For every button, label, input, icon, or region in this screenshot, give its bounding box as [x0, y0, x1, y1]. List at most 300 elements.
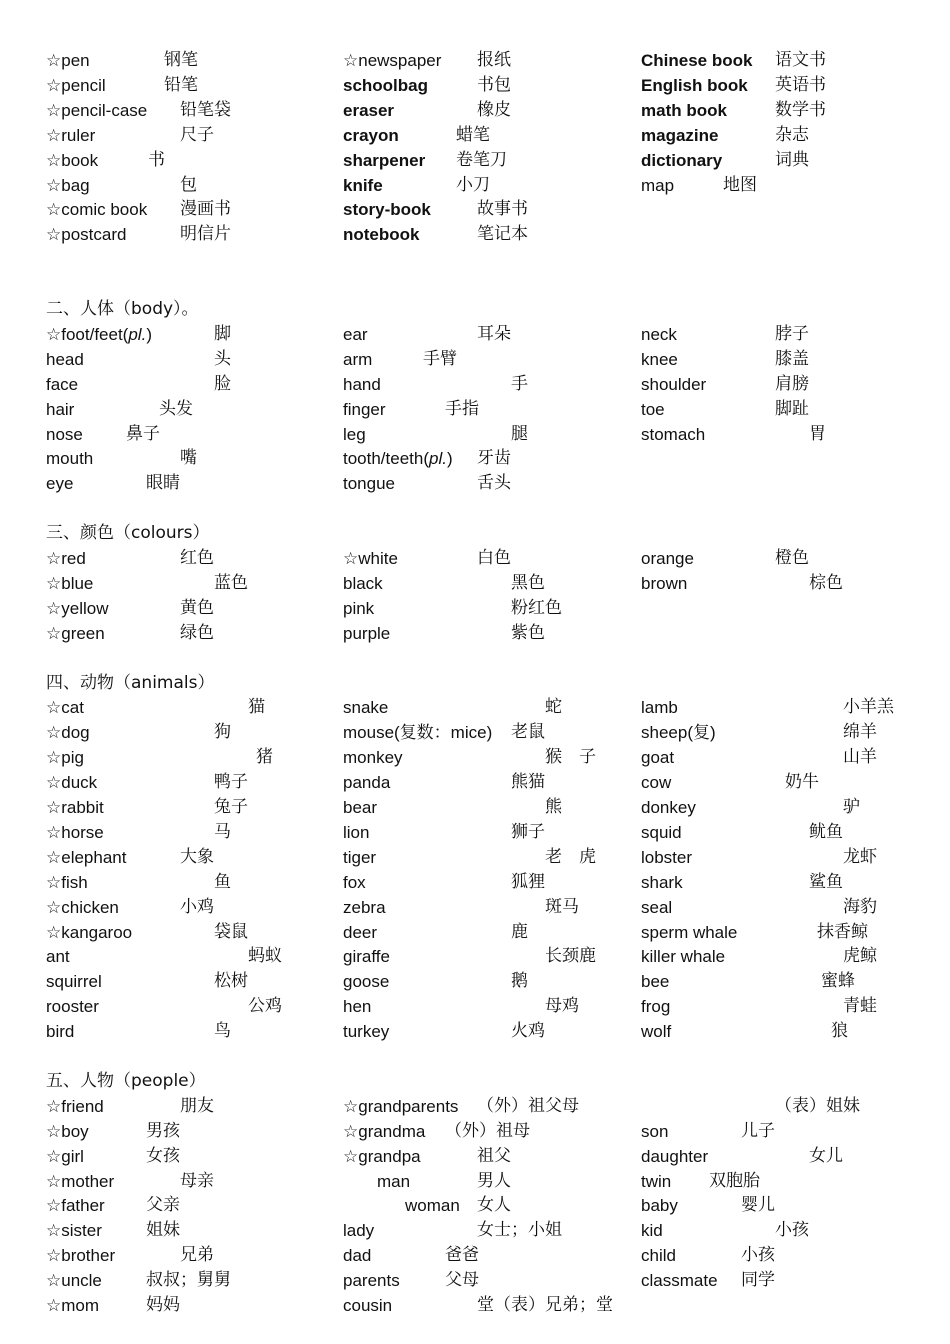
vocab-english: [641, 1243, 676, 1268]
vocab-chinese: 老鼠: [511, 722, 545, 743]
vocab-english-text: face: [46, 374, 79, 394]
vocab-chinese: 母鸡: [545, 996, 579, 1017]
vocab-english-text: ☆ruler: [46, 125, 96, 145]
vocab-english-text: ☆chicken: [46, 897, 119, 917]
vocab-english: [641, 173, 674, 198]
vocab-chinese: （表）姐妹: [775, 1095, 860, 1116]
vocab-english: [46, 1169, 114, 1194]
vocab-chinese: 书: [148, 149, 165, 170]
vocab-english: [343, 596, 374, 621]
vocab-english: [641, 1019, 671, 1044]
vocab-english: [641, 720, 716, 745]
vocab-chinese: 舌头: [477, 473, 511, 494]
vocab-chinese: 松树: [214, 971, 248, 992]
vocab-english: [343, 322, 368, 347]
vocab-chinese: 鱿鱼: [809, 821, 843, 842]
vocab-english: [46, 173, 90, 198]
vocab-english-text: sperm whale: [641, 922, 738, 942]
vocab-chinese: 棕色: [809, 572, 843, 593]
vocab-chinese: 脸: [214, 373, 231, 394]
vocab-english-text: hair: [46, 399, 75, 419]
vocab-chinese: 驴: [843, 797, 860, 817]
vocab-chinese: 女人: [477, 1195, 511, 1216]
vocab-english: [641, 73, 748, 98]
vocab-english: [641, 372, 706, 397]
vocab-english: [641, 994, 670, 1019]
vocab-english-text: bear: [343, 798, 378, 817]
vocab-english: [343, 397, 386, 422]
vocab-english-text: classmate: [641, 1271, 718, 1291]
vocab-english: [405, 1193, 460, 1218]
vocab-english-text: child: [641, 1246, 676, 1266]
vocab-english-text: panda: [343, 773, 391, 793]
vocab-english-text: ☆green: [46, 623, 105, 643]
vocab-english-text: zebra: [343, 897, 386, 917]
vocab-chinese: 长颈鹿: [545, 946, 596, 967]
vocab-chinese: 黄色: [180, 597, 214, 618]
vocab-chinese: 蛇: [545, 697, 562, 718]
vocab-chinese: 嘴: [180, 448, 197, 469]
vocab-english-text: Chinese book: [641, 51, 753, 70]
vocab-english-text: ☆book: [46, 150, 99, 170]
vocab-english: [641, 695, 678, 720]
vocab-english: [343, 73, 428, 98]
vocab-english-text: stomach: [641, 424, 706, 444]
vocab-chinese: 火鸡: [511, 1021, 545, 1042]
vocab-chinese: 书包: [477, 74, 511, 95]
vocab-english-text: knee: [641, 349, 678, 369]
vocab-english-text: cousin: [343, 1296, 393, 1315]
vocab-english: [343, 1293, 392, 1318]
vocab-english: [343, 920, 377, 945]
vocab-chinese: 婴儿: [741, 1195, 775, 1216]
vocab-english-suffix: ): [446, 449, 453, 469]
vocab-english-text: donkey: [641, 798, 696, 817]
vocab-chinese: 英语书: [775, 74, 826, 95]
vocab-english: [641, 1268, 718, 1293]
vocab-chinese: 父母: [445, 1270, 479, 1291]
vocab-english: [46, 1293, 99, 1318]
vocab-english-text: notebook: [343, 225, 420, 245]
vocab-chinese: 女士；小姐: [477, 1220, 562, 1241]
vocab-english-text: purple: [343, 623, 391, 643]
vocab-english-text: ☆elephant: [46, 847, 127, 867]
vocab-chinese: 叔叔；舅舅: [146, 1270, 231, 1291]
vocab-english: [343, 845, 376, 870]
vocab-english-text: nose: [46, 424, 83, 444]
vocab-chinese: 妈妈: [146, 1295, 180, 1315]
vocab-english: [46, 745, 84, 770]
vocab-english: [46, 1218, 102, 1243]
vocab-chinese: 狮子: [511, 821, 545, 842]
vocab-chinese: 绵羊: [843, 722, 877, 743]
vocab-chinese: 海豹: [843, 896, 877, 917]
vocab-english: [46, 1243, 115, 1268]
vocab-chinese: 熊猫: [511, 772, 545, 793]
vocab-english: [641, 845, 692, 870]
vocab-english: [641, 98, 727, 123]
vocab-english-text: son: [641, 1121, 669, 1141]
vocab-chinese: 卷笔刀: [456, 149, 507, 170]
vocab-english-text: ☆postcard: [46, 225, 127, 245]
vocab-chinese: 腿: [511, 423, 528, 444]
vocab-chinese: 儿子: [741, 1120, 775, 1141]
vocab-chinese: 爸爸: [445, 1245, 479, 1266]
vocab-english: [343, 1268, 400, 1293]
vocab-chinese: 猫: [248, 697, 265, 718]
vocab-english-text: ☆friend: [46, 1096, 104, 1116]
vocab-english-text: hand: [343, 374, 381, 394]
vocab-english: [641, 944, 725, 969]
vocab-english-text: tiger: [343, 847, 377, 867]
vocab-chinese: 熊: [545, 797, 562, 817]
vocab-chinese: 同学: [741, 1270, 775, 1291]
vocab-english: [343, 372, 381, 397]
vocab-chinese: 故事书: [477, 199, 528, 220]
vocab-english: [343, 770, 390, 795]
vocab-english-text: seal: [641, 897, 673, 917]
vocab-chinese: 女孩: [146, 1145, 180, 1166]
vocab-english-text: shoulder: [641, 374, 707, 394]
vocab-chinese: 地图: [723, 174, 757, 195]
vocab-chinese: 蜜蜂: [821, 971, 855, 992]
vocab-english-text: lamb: [641, 698, 678, 718]
vocab-english-text: orange: [641, 549, 694, 568]
vocab-plural-mark: pl.: [128, 324, 147, 344]
vocab-chinese: 笔记本: [477, 224, 528, 245]
vocab-english: [343, 695, 388, 720]
vocab-chinese: 鱼: [214, 871, 231, 892]
vocab-english: [343, 870, 366, 895]
vocab-english-text: lady: [343, 1221, 375, 1241]
vocab-english-text: ☆newspaper: [343, 51, 442, 70]
vocab-english-text: ☆bag: [46, 175, 90, 195]
vocab-chinese: 大象: [180, 846, 214, 867]
vocab-english: [343, 123, 399, 148]
vocab-english-text: ☆mother: [46, 1171, 115, 1191]
vocab-chinese: 小鸡: [180, 896, 214, 917]
vocab-chinese: 小刀: [456, 174, 490, 195]
vocab-chinese: 蚂蚁: [248, 946, 282, 967]
vocab-english-text: brown: [641, 573, 688, 593]
vocab-english-text: hen: [343, 997, 372, 1017]
vocab-english-text: English book: [641, 75, 748, 95]
vocab-chinese: 猪: [256, 747, 273, 768]
vocab-english: [343, 745, 403, 770]
vocab-english: [641, 322, 677, 347]
vocab-english-text: fox: [343, 872, 366, 892]
section-heading-body: 二、人体（body）。: [46, 299, 199, 319]
vocab-english-text: goat: [641, 748, 675, 768]
vocab-english: [46, 596, 108, 621]
vocab-english-text: woman: [405, 1196, 460, 1216]
vocab-english: [46, 621, 105, 646]
vocab-english: [641, 920, 737, 945]
vocab-english: [641, 48, 752, 73]
vocab-plural-mark: pl.: [429, 449, 447, 469]
vocab-english-suffix: ): [146, 324, 152, 344]
vocab-chinese: 牙齿: [477, 448, 511, 469]
vocab-english: [343, 820, 369, 845]
vocab-english-text: pink: [343, 598, 375, 618]
vocab-english: [343, 1144, 421, 1169]
vocab-english: [343, 720, 492, 745]
vocab-english-text: ☆pig: [46, 748, 84, 768]
vocab-english-text: bird: [46, 1022, 75, 1042]
vocab-chinese: 肩膀: [775, 373, 809, 394]
vocab-english-text: ☆grandma: [343, 1121, 426, 1141]
vocab-chinese: 粉红色: [511, 597, 562, 618]
vocab-english-text: ☆sister: [46, 1221, 102, 1241]
vocab-english-text: math book: [641, 100, 727, 120]
vocab-english-text: ☆horse: [46, 822, 104, 842]
vocab-english: [46, 1119, 89, 1144]
vocab-english: [641, 1218, 663, 1243]
vocab-english-text: magazine: [641, 125, 719, 145]
vocab-chinese: 数学书: [775, 99, 826, 120]
vocab-chinese: 蓝色: [214, 572, 248, 593]
vocab-english: [46, 446, 93, 471]
vocab-english-text: mouth: [46, 449, 94, 469]
section-heading-colours: 三、颜色（colours）: [46, 523, 210, 544]
vocab-chinese: 狐狸: [511, 871, 545, 892]
vocab-chinese: 母亲: [180, 1170, 214, 1191]
vocab-english-text: tongue: [343, 474, 395, 494]
vocab-english: [343, 795, 377, 820]
vocab-english-text: monkey: [343, 748, 403, 768]
vocab-chinese: 姐妹: [146, 1220, 180, 1241]
vocab-english: [641, 148, 722, 173]
vocab-english: [641, 795, 696, 820]
vocab-english-text: giraffe: [343, 947, 390, 967]
vocab-chinese: 小孩: [741, 1245, 775, 1266]
vocab-chinese: 老 虎: [545, 846, 596, 867]
vocab-chinese: 奶牛: [785, 772, 819, 793]
vocab-english-text: ☆pencil-case: [46, 100, 148, 120]
vocab-english: [46, 994, 99, 1019]
vocab-chinese: 橡皮: [477, 99, 511, 120]
vocab-english-text: crayon: [343, 125, 399, 145]
vocab-english-text: cow: [641, 773, 672, 793]
vocab-chinese: 小孩: [775, 1220, 809, 1241]
vocab-english: [46, 322, 152, 347]
vocab-english: [343, 1094, 458, 1119]
vocab-english-text: ☆grandpa: [343, 1146, 421, 1166]
vocab-chinese: 抹香鲸: [817, 921, 868, 942]
vocab-english-text: sheep(复): [641, 723, 716, 743]
vocab-english-text: ☆dog: [46, 723, 90, 743]
vocab-english: [46, 372, 78, 397]
vocab-chinese: （外）祖父母: [477, 1095, 579, 1116]
vocab-english-text: ☆boy: [46, 1121, 89, 1141]
vocab-english-text: black: [343, 573, 383, 593]
vocab-english-text: ☆pencil: [46, 75, 106, 95]
vocab-english: [46, 944, 70, 969]
vocab-english: [343, 422, 366, 447]
vocab-english-text: knife: [343, 175, 383, 195]
vocab-english-text: dictionary: [641, 150, 723, 170]
vocab-english: [641, 1169, 671, 1194]
vocab-english: [46, 397, 74, 422]
vocab-chinese: 报纸: [477, 50, 511, 70]
vocab-chinese: 铅笔袋: [180, 99, 231, 120]
vocab-chinese: 眼睛: [146, 473, 180, 494]
vocab-english-text: ☆rabbit: [46, 798, 104, 817]
vocab-english: [46, 222, 126, 247]
vocab-english-text: story-book: [343, 200, 431, 220]
vocab-english-text: squid: [641, 822, 682, 842]
vocab-english: [46, 471, 73, 496]
vocab-chinese: 鼻子: [126, 423, 160, 444]
vocab-english-text: sharpener: [343, 150, 426, 170]
vocab-english-text: ☆comic book: [46, 200, 148, 220]
vocab-english: [641, 123, 718, 148]
vocab-chinese: 白色: [477, 548, 511, 568]
vocab-english: [641, 422, 705, 447]
vocab-chinese: 耳朵: [477, 323, 511, 344]
vocab-english: [641, 745, 674, 770]
vocab-english: [46, 820, 104, 845]
vocab-chinese: 鸭子: [214, 772, 248, 793]
vocab-english-text: ☆yellow: [46, 598, 109, 618]
vocab-chinese: 钢笔: [164, 50, 198, 70]
vocab-english: [641, 1119, 668, 1144]
vocab-english: [641, 546, 694, 571]
vocab-chinese: 青蛙: [843, 996, 877, 1017]
vocab-english: [343, 347, 372, 372]
vocab-chinese: 膝盖: [775, 348, 809, 369]
vocab-chinese: 橙色: [775, 548, 809, 568]
vocab-english-text: ant: [46, 947, 70, 967]
vocab-english-text: lobster: [641, 847, 693, 867]
vocab-chinese: 小羊羔: [843, 697, 894, 718]
vocab-english-text: eraser: [343, 100, 395, 120]
vocab-english: [46, 546, 86, 571]
vocab-chinese: 紫色: [511, 622, 545, 643]
vocab-english-text: dad: [343, 1246, 372, 1266]
vocab-english-text: map: [641, 175, 675, 195]
vocab-chinese: 头发: [159, 398, 193, 419]
vocab-english: [343, 895, 386, 920]
vocab-english-text: mouse(复数：mice): [343, 723, 493, 743]
vocab-english-text: rooster: [46, 997, 99, 1017]
vocab-english-text: turkey: [343, 1022, 390, 1042]
vocab-english-text: toe: [641, 399, 665, 419]
vocab-english: [46, 870, 88, 895]
vocab-english: [46, 1094, 104, 1119]
vocab-chinese: 狗: [214, 722, 231, 743]
vocab-english: [641, 1193, 678, 1218]
vocab-chinese: 祖父: [477, 1145, 511, 1166]
vocab-english: [46, 770, 97, 795]
vocab-english: [343, 969, 389, 994]
vocab-english: [343, 471, 395, 496]
vocab-chinese: 虎鲸: [843, 946, 877, 967]
vocab-english-text: ☆grandparents: [343, 1096, 459, 1116]
vocab-chinese: 脚: [214, 323, 231, 344]
vocab-english: [641, 820, 682, 845]
vocab-english-text: head: [46, 349, 84, 369]
vocab-english: [343, 197, 431, 222]
vocab-english: [46, 422, 83, 447]
vocab-english-text: ☆cat: [46, 698, 84, 718]
vocab-english: [377, 1169, 410, 1194]
vocab-english: [343, 546, 398, 571]
vocab-english: [46, 920, 132, 945]
vocab-english: [46, 845, 126, 870]
vocab-chinese: 红色: [180, 548, 214, 568]
vocab-english-text: man: [377, 1171, 411, 1191]
vocab-english: [343, 621, 390, 646]
vocab-english: [641, 969, 669, 994]
vocab-english-text: ☆mom: [46, 1296, 100, 1315]
vocab-english: [343, 1119, 425, 1144]
vocab-english: [641, 870, 683, 895]
vocab-english-text: ☆duck: [46, 773, 98, 793]
vocab-english: [343, 148, 425, 173]
vocab-english: [343, 446, 453, 471]
vocab-english-text: baby: [641, 1196, 678, 1216]
vocab-english: [46, 197, 147, 222]
vocab-chinese: 马: [214, 821, 231, 842]
vocab-english-text: eye: [46, 474, 74, 494]
vocab-english-text: squirrel: [46, 972, 102, 992]
vocab-chinese: 脚趾: [775, 398, 809, 419]
section-heading-people: 五、人物（people）: [46, 1070, 206, 1091]
vocab-chinese: 斑马: [545, 896, 579, 917]
vocab-english: [46, 1144, 84, 1169]
vocab-chinese: 男孩: [146, 1120, 180, 1141]
vocab-chinese: 手: [511, 373, 528, 394]
vocab-english: [343, 944, 390, 969]
vocab-english-text: ☆uncle: [46, 1271, 102, 1291]
vocab-chinese: 鹅: [511, 971, 528, 992]
vocab-english-text: bee: [641, 972, 670, 992]
vocab-english-text: kid: [641, 1221, 663, 1241]
vocab-english: [343, 571, 383, 596]
vocab-english-text: ☆father: [46, 1196, 105, 1216]
vocab-english: [46, 1193, 105, 1218]
vocab-chinese: 鹿: [511, 921, 528, 942]
vocab-chinese: 袋鼠: [214, 921, 248, 942]
vocab-chinese: 脖子: [775, 323, 809, 344]
vocab-english: [46, 1019, 74, 1044]
vocab-english-text: schoolbag: [343, 75, 429, 95]
vocab-english: [641, 895, 672, 920]
vocab-english: [46, 73, 106, 98]
vocab-chinese: 黑色: [511, 572, 545, 593]
vocab-chinese: 胃: [809, 423, 826, 444]
vocab-chinese: 头: [214, 348, 231, 369]
vocab-chinese: 公鸡: [248, 996, 282, 1017]
vocab-chinese: 鸟: [214, 1021, 231, 1042]
vocab-chinese: 堂（表）兄弟；堂: [477, 1295, 613, 1315]
vocab-english: [641, 397, 665, 422]
vocab-english-text: ☆blue: [46, 573, 94, 593]
vocab-english: [641, 347, 678, 372]
vocab-english-text: ☆foot/feet(: [46, 324, 129, 344]
vocab-english-text: wolf: [641, 1022, 672, 1042]
vocab-english-text: deer: [343, 922, 378, 942]
vocab-english: [46, 720, 90, 745]
vocab-english-text: twin: [641, 1171, 672, 1191]
vocab-chinese: 语文书: [775, 50, 826, 70]
vocab-english-text: ☆kangaroo: [46, 922, 133, 942]
vocab-english-text: snake: [343, 698, 389, 718]
vocab-chinese: 女儿: [809, 1145, 843, 1166]
vocab-english-text: tooth/teeth(: [343, 449, 430, 469]
vocab-chinese: 绿色: [180, 622, 214, 643]
